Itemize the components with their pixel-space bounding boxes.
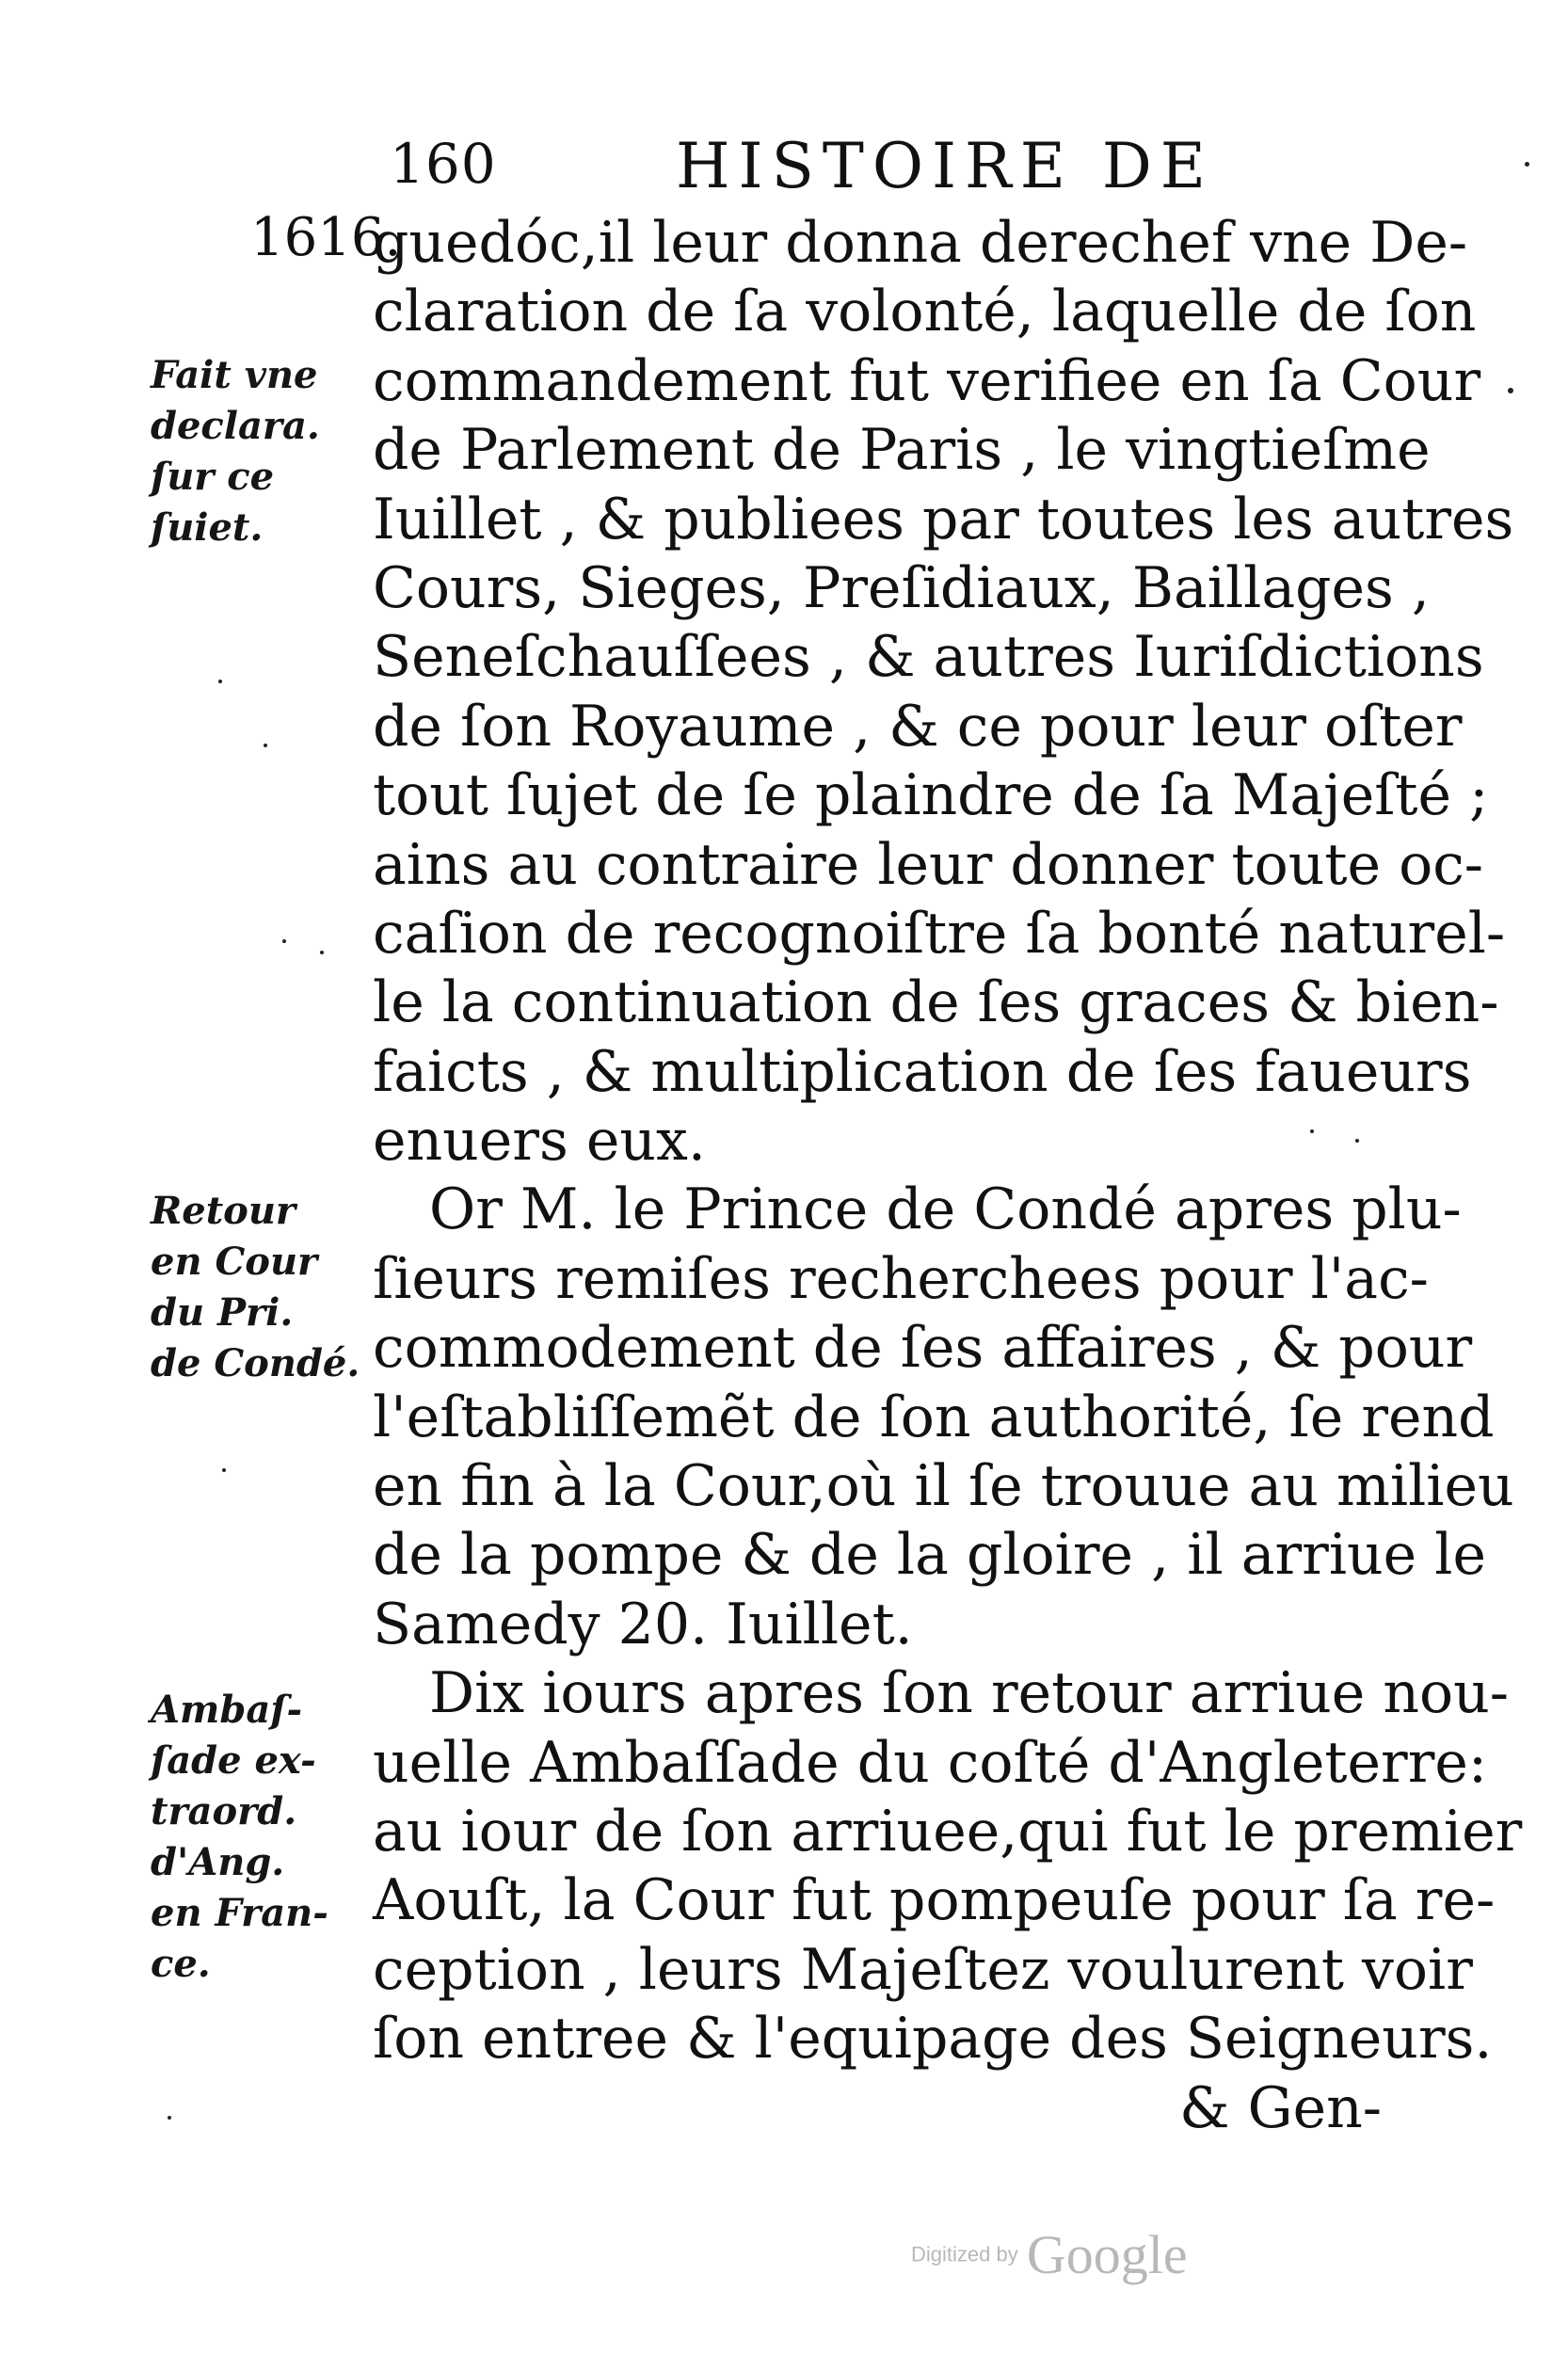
scan-speck (282, 939, 286, 943)
text-line: Iuillet , & publiees par toutes les autres (373, 486, 1514, 552)
margin-note-line: ſade ex- (151, 1738, 316, 1783)
text-line: de Parlement de Paris , le vingtieſme (373, 417, 1431, 484)
scan-speck (320, 951, 324, 954)
text-line: Or M. le Prince de Condé apres plu- (429, 1176, 1462, 1243)
margin-note-conde-return (151, 1186, 367, 1389)
margin-note-line: declara. (151, 404, 320, 448)
digitized-label: Digitized by (911, 2242, 1018, 2266)
scan-speck (264, 744, 267, 747)
margin-note-line: ce. (151, 1942, 211, 1986)
scan-speck (222, 1468, 226, 1472)
scan-speck (218, 680, 222, 683)
text-line: commodement de ſes affaires , & pour (373, 1315, 1473, 1382)
margin-note-line: traord. (151, 1789, 297, 1833)
margin-note-declaration (151, 350, 367, 553)
body-text (373, 209, 1523, 2143)
margin-note-line: Ambaſ- (151, 1688, 303, 1732)
margin-note-line: d'Ang. (151, 1840, 285, 1884)
text-line: Dix iours apres ſon retour arriue nou- (429, 1660, 1510, 1727)
running-title: HISTOIRE DE (676, 130, 1214, 202)
margin-note-line: en Cour (151, 1240, 318, 1284)
digitized-watermark (911, 2223, 1188, 2286)
scan-speck (1310, 1129, 1314, 1133)
scan-speck (168, 2116, 171, 2120)
text-line: Samedy 20. Iuillet. (373, 1591, 913, 1657)
text-line: Seneſchauſſees , & autres Iuriſdictions (373, 624, 1484, 691)
margin-note-line: ſuiet. (151, 505, 264, 550)
margin-note-embassy (151, 1685, 367, 1990)
text-line: ception , leurs Majeſtez voulurent voir (373, 1936, 1473, 2003)
text-line: uelle Ambaſſade du coſté d'Angleterre: (373, 1729, 1488, 1796)
text-line: Cours, Sieges, Preſidiaux, Baillages , (373, 554, 1430, 621)
margin-note-line: du Pri. (151, 1290, 294, 1335)
margin-note-line: de Condé. (151, 1341, 360, 1385)
text-line: Aouſt, la Cour fut pompeuſe pour ſa re- (373, 1867, 1496, 1934)
text-line: claration de ſa volonté, laquelle de ſon (373, 279, 1477, 345)
margin-note-line: Retour (151, 1189, 296, 1233)
text-line: faicts , & multiplication de ſes faueurs (373, 1038, 1472, 1105)
text-line: ains au contraire leur donner toute oc- (373, 831, 1484, 898)
text-line: guedóc,il leur donna derechef vne De- (373, 210, 1468, 276)
margin-note-line: Fait vne (151, 353, 318, 397)
scan-speck (1355, 1139, 1359, 1143)
catchword: & Gen- (1179, 2074, 1382, 2141)
text-line: enuers eux. (373, 1108, 706, 1175)
text-line: l'eſtabliſſemẽt de ſon authorité, ſe rend (373, 1384, 1495, 1450)
text-line: ſon entree & l'equipage des Seigneurs. (373, 2006, 1493, 2073)
text-line: de la pompe & de la gloire , il arriue le (373, 1522, 1486, 1589)
scan-speck (1508, 388, 1513, 393)
page-number: 160 (390, 132, 497, 196)
text-line: ſieurs remiſes recherchees pour l'ac- (373, 1245, 1429, 1312)
margin-year: 1616. (250, 207, 402, 268)
text-line: le la continuation de ſes graces & bien- (373, 969, 1499, 1036)
text-line: caſion de recognoiſtre ſa bonté naturel- (373, 900, 1506, 967)
margin-note-line: en Fran- (151, 1891, 328, 1935)
text-line: commandement fut verifiee en ſa Cour (373, 347, 1481, 414)
margin-note-line: ſur ce (151, 455, 275, 499)
google-logo: Google (1026, 2224, 1188, 2285)
text-line: de ſon Royaume , & ce pour leur oſter (373, 693, 1463, 760)
text-line: tout ſujet de ſe plaindre de ſa Majeſté ; (373, 762, 1489, 829)
text-line: en fin à la Cour,où il ſe trouue au milieu (373, 1453, 1514, 1520)
text-line: au iour de ſon arriuee,qui fut le premier (373, 1798, 1523, 1865)
scan-speck (1525, 162, 1529, 167)
